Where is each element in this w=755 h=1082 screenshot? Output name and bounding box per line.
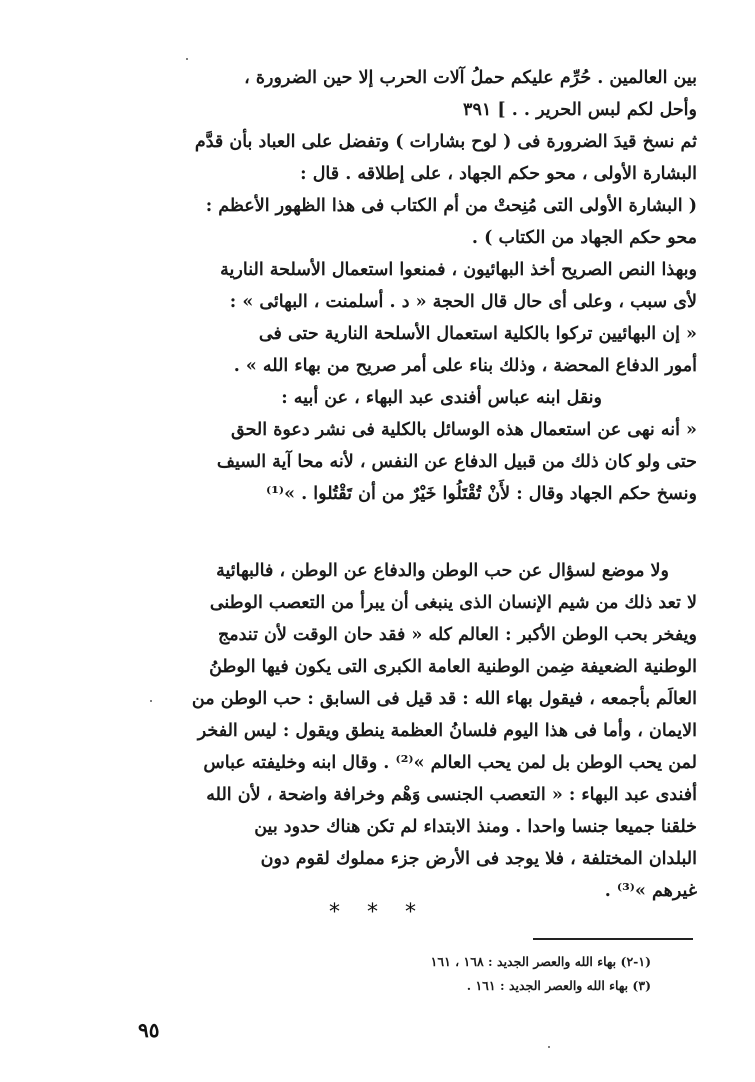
text-line: محو حكم الجهاد من الكتاب ) .: [471, 228, 697, 248]
text-line: وبهذا النص الصريح أخذ البهائيون ، فمنعوا استعمال الأسلحة النارية: [220, 260, 697, 280]
text-line: خلقنا جميعا جنسا واحدا . ومنذ الابتداء لم تكن هناك حدود بين: [254, 817, 697, 837]
paper-speck: [150, 700, 152, 702]
text-line: ويفخر بحب الوطن الأكبر : العالم كله « فقد حان الوقت لأن تندمج: [217, 625, 697, 645]
text-line: العالَم بأجمعه ، فيقول بهاء الله : قد قيل فى السابق : حب الوطن من: [191, 689, 697, 709]
footnote: (٣) بهاء الله والعصر الجديد : ١٦١ .: [466, 978, 651, 993]
text-line: الايمان ، وأما فى هذا اليوم فلسانُ العظمة ينطق ويقول : ليس الفخر: [197, 721, 697, 741]
footnote-rule: [533, 938, 693, 940]
text-line: ثم نسخ قيدَ الضرورة فى ( لوح بشارات ) وتفضل على العباد بأن قدَّم: [194, 132, 697, 152]
text-line: وأحل لكم لبس الحرير . . ] ٣٩١: [463, 100, 697, 120]
text-line: أفندى عبد البهاء : « التعصب الجنسى وَهْم وخرافة واضحة ، لأن الله: [206, 785, 697, 805]
main-text-top: [57, 62, 697, 510]
text-line: أمور الدفاع المحضة ، وذلك بناء على أمر صريح من بهاء الله » .: [233, 356, 697, 376]
text-line: ( البشارة الأولى التى مُنِحتْ من أم الكتاب فى هذا الظهور الأعظم :: [205, 196, 697, 216]
text-line: ونسخ حكم الجهاد وقال : لأَنْ تُقْتَلُوا خَيْرٌ من أن تَقْتُلوا . »⁽¹⁾: [265, 484, 697, 504]
footnotes: [91, 950, 651, 998]
paper-speck: [186, 58, 188, 60]
text-line: ونقل ابنه عباس أفندى عبد البهاء ، عن أبيه :: [281, 388, 602, 408]
text-line: لا تعد ذلك من شيم الإنسان الذى ينبغى أن يبرأ من التعصب الوطنى: [209, 593, 697, 613]
text-line: ولا موضع لسؤال عن حب الوطن والدفاع عن الوطن ، فالبهائية: [216, 561, 669, 581]
main-text-bottom: [57, 555, 697, 907]
page-number: ٩٥: [138, 1018, 160, 1042]
text-line: البلدان المختلفة ، فلا يوجد فى الأرض جزء مملوك لقوم دون: [260, 849, 697, 869]
paper-speck: [548, 1046, 550, 1048]
text-line: « أنه نهى عن استعمال هذه الوسائل بالكلية فى نشر دعوة الحق: [231, 420, 697, 440]
section-separator: * * *: [329, 900, 426, 925]
footnote: (١-٢) بهاء الله والعصر الجديد : ١٦٨ ، ١٦١: [430, 954, 651, 969]
text-line: غيرهم »⁽³⁾ .: [604, 881, 697, 901]
text-line: البشارة الأولى ، محو حكم الجهاد ، على إطلاقه . قال :: [300, 164, 697, 184]
text-line: بين العالمين . حُرِّم عليكم حملُ آلات الحرب إلا حين الضرورة ،: [244, 68, 697, 88]
text-line: الوطنية الضعيفة ضِمن الوطنية العامة الكبرى التى يكون فيها الوطنُ: [209, 657, 697, 677]
text-line: حتى ولو كان ذلك من قبيل الدفاع عن النفس ، لأنه محا آية السيف: [216, 452, 697, 472]
text-line: لمن يحب الوطن بل لمن يحب العالم »⁽²⁾ . وقال ابنه وخليفته عباس: [203, 753, 697, 773]
text-line: لأى سبب ، وعلى أى حال قال الحجة « د . أسلمنت ، البهائى » :: [229, 292, 697, 312]
text-line: « إن البهائيين تركوا بالكلية استعمال الأسلحة النارية حتى فى: [258, 324, 697, 344]
